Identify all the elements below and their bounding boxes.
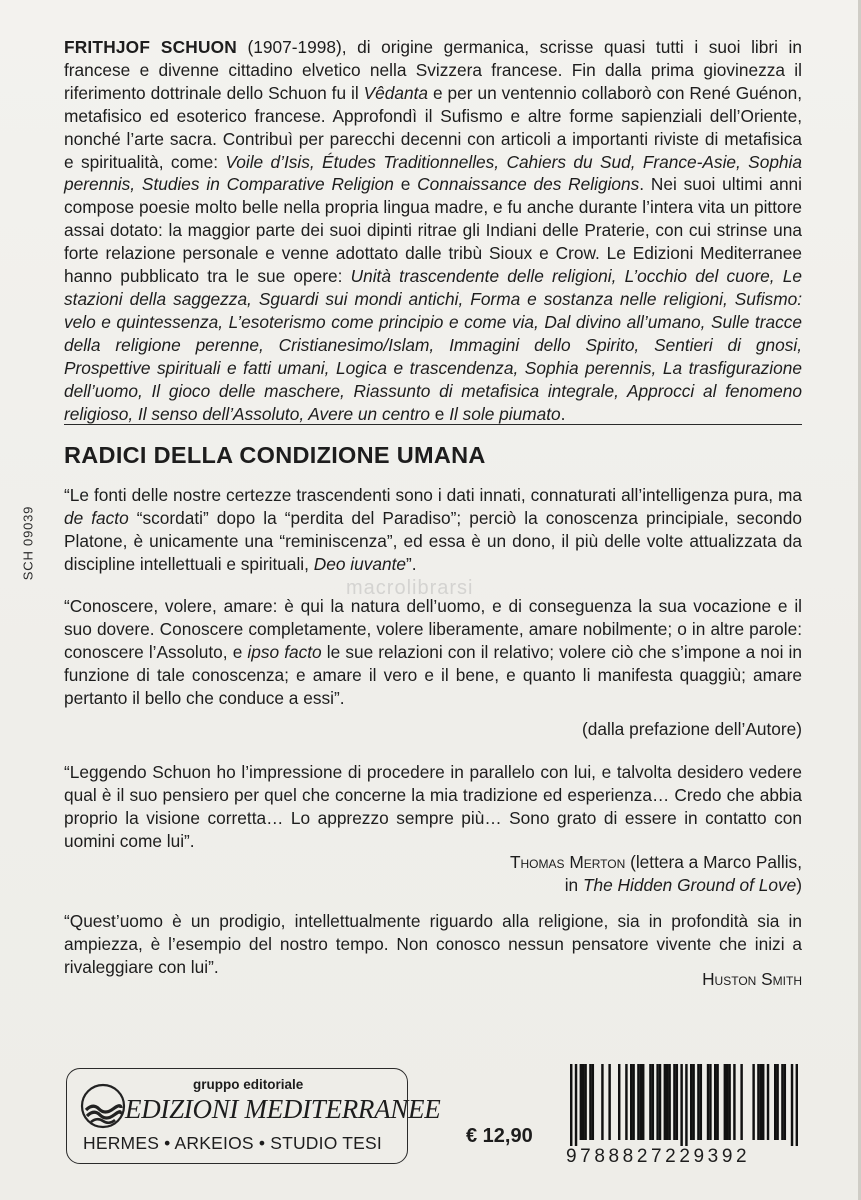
barcode-bar	[592, 1064, 594, 1140]
catalog-code-text: SCH 09039	[20, 505, 36, 581]
price: € 12,90	[466, 1125, 533, 1147]
quote-3-author: Thomas Merton	[509, 852, 626, 872]
barcode-bar	[791, 1064, 793, 1146]
bio-text: e	[393, 174, 418, 195]
barcode-bar	[752, 1064, 754, 1140]
barcode-bar	[589, 1064, 591, 1140]
bio-text: e	[430, 403, 450, 424]
barcode-bar	[618, 1064, 620, 1140]
author-biography	[64, 36, 802, 425]
barcode-bar	[640, 1064, 642, 1140]
barcode-bar	[608, 1064, 610, 1140]
barcode-bar	[716, 1064, 718, 1140]
barcode-bar	[664, 1064, 666, 1140]
quote-text: “scordati” dopo la “perdita del Paradiso”; perciò la conoscenza principiale, secondo Platone, è unicamente una “reminiscenza”, ed essa è un dono, il più delle volte attualizzata da discipline intellettuali e spirituali,	[64, 507, 802, 574]
barcode-bar	[728, 1064, 730, 1140]
quote-3-note: in	[564, 874, 583, 895]
barcode-bar	[781, 1064, 783, 1140]
quote-3-attribution	[510, 851, 802, 897]
quote-1	[64, 484, 802, 576]
catalog-code	[18, 488, 38, 598]
barcode-bar	[726, 1064, 728, 1140]
barcode-bar	[796, 1064, 798, 1146]
barcode-bar	[774, 1064, 776, 1140]
barcode	[570, 1064, 798, 1146]
bio-text: (1907-1998), di origine germanica, scrisse quasi tutti i suoi libri in francese e divenne cittadino elvetico nella Svizzera francese. Fin dalla prima giovinezza il riferimento dottrinale dello Schuon fu il	[64, 37, 802, 103]
bio-italic: Voile d’Isis, Études Traditionnelles, Cahiers du Sud, France-Asie, Sophia perennis, Studies in Comparative Religion	[64, 151, 802, 195]
quote-3-source-title: The Hidden Ground of Love	[582, 874, 797, 895]
author-name: FRITHJOF SCHUON	[64, 37, 237, 57]
watermark: macrolibrarsi	[346, 577, 474, 599]
barcode-bar	[676, 1064, 678, 1140]
book-title-heading: RADICI DELLA CONDIZIONE UMANA	[64, 442, 486, 468]
barcode-bar	[630, 1064, 632, 1140]
publisher-logo-box	[66, 1068, 441, 1164]
quote-2	[64, 595, 802, 710]
barcode-bar	[649, 1064, 651, 1140]
wave-logo-icon	[77, 1083, 129, 1129]
barcode-bar	[697, 1064, 699, 1140]
barcode-bar	[714, 1064, 716, 1140]
barcode-bar	[632, 1064, 634, 1140]
barcode-bar	[668, 1064, 670, 1140]
quote-3: “Leggendo Schuon ho l’impressione di procedere in parallelo con lui, e talvolta desidero vedere qual è il suo pensiero per quel che concerne la mia tradizione ed esperienza… Credo che abbia proprio la visione corretta… Lo apprezzo sempre più… Sono grato di essere in contatto con uomini come lui”.	[64, 762, 802, 851]
barcode-bar	[690, 1064, 692, 1140]
publisher-imprints: HERMES • ARKEIOS • STUDIO TESI	[83, 1133, 382, 1153]
quote-2-attribution: (dalla prefazione dell’Autore)	[582, 719, 802, 739]
barcode-bar	[601, 1064, 603, 1140]
barcode-bar	[709, 1064, 711, 1140]
barcode-bar	[724, 1064, 726, 1140]
barcode-bar	[700, 1064, 702, 1140]
bio-text: e per un ventennio collaborò con René Guénon, metafisico ed esoterico francese. Approfondì il Sufismo e altre forme sapienziali dell’Oriente, nonché l’arte sacra. Contribuì per parecchi decenni con articoli a importanti riviste di metafisica e spiritualità, come:	[64, 82, 802, 172]
barcode-bar	[776, 1064, 778, 1140]
quote-italic: Deo iuvante	[313, 553, 406, 574]
barcode-bar	[656, 1064, 658, 1140]
quote-4-attribution	[702, 968, 802, 991]
bio-italic: Vêdanta	[363, 82, 429, 103]
barcode-bar	[580, 1064, 582, 1140]
quote-italic: de facto	[64, 507, 129, 528]
bio-italic: Connaissance des Religions	[417, 174, 640, 195]
quote-4: “Quest’uomo è un prodigio, intellettualmente riguardo alla religione, sia in profondità sia in ampiezza, è l’esempio del nostro tempo. Non conosco nessun pensatore vivente che inizi a rivaleggiare con lui”.	[64, 911, 802, 977]
barcode-bar	[637, 1064, 639, 1140]
section-divider	[64, 424, 802, 425]
barcode-bar	[652, 1064, 654, 1140]
barcode-bar	[575, 1064, 577, 1146]
barcode-bar	[762, 1064, 764, 1140]
barcode-bar	[659, 1064, 661, 1140]
barcode-bar	[740, 1064, 742, 1140]
quote-3-note: (lettera a Marco Pallis,	[625, 852, 802, 872]
barcode-bar	[707, 1064, 709, 1140]
bio-italic: Il sole piumato	[449, 403, 561, 424]
quote-text: “Conoscere, volere, amare: è qui la natura dell’uomo, e di conseguenza la sua vocazione e il suo dovere. Conoscere completamente, volere liberamente, amare nobilmente; o in altre parole: conoscere l’Assoluto, e	[64, 596, 802, 662]
barcode-bar	[692, 1064, 694, 1140]
quote-text: “Le fonti delle nostre certezze trascendenti sono i dati innati, connaturati all’intelligenza pura, ma	[64, 485, 802, 505]
barcode-bar	[733, 1064, 735, 1140]
barcode-bar	[570, 1064, 572, 1146]
bio-text: .	[560, 403, 566, 424]
barcode-bar	[642, 1064, 644, 1140]
barcode-bar	[767, 1064, 769, 1140]
barcode-bar	[666, 1064, 668, 1140]
barcode-bar	[760, 1064, 762, 1140]
quote-italic: ipso facto	[247, 641, 322, 662]
barcode-bar	[680, 1064, 682, 1146]
barcode-bar	[582, 1064, 584, 1140]
quote-text: le sue relazioni con il relativo; volere ciò che s’impone a noi in funzione di tale conoscenza; e amare il vero e il bene, e quanto li manifesta quaggiù; amare pertanto il bello che conduce a essi”.	[64, 641, 802, 708]
publisher-group-label: gruppo editoriale	[193, 1077, 304, 1092]
isbn-digits: 9788827229392	[566, 1146, 751, 1167]
quote-4-author: Huston Smith	[702, 969, 802, 989]
barcode-bar	[757, 1064, 759, 1140]
barcode-bar	[685, 1064, 687, 1146]
barcode-bar	[625, 1064, 627, 1140]
quote-3-note: )	[796, 874, 802, 895]
barcode-bar	[784, 1064, 786, 1140]
publisher-name: EDIZIONI MEDITERRANEE	[125, 1094, 441, 1124]
bio-works-list: Unità trascendente delle religioni, L’occhio del cuore, Le stazioni della saggezza, Sguardi sui mondi antichi, Forma e sostanza nelle religioni, Sufismo: velo e quintessenza, L’esoterismo come principio e come via, Dal divino all’umano, Sulle tracce della religione perenne, Cristianesimo/Islam, Immagini dello Spirito, Sentieri di gnosi, Prospettive spirituali e fatti umani, Logica e trascendenza, Sophia perennis, La trasfigurazione dell’uomo, Il gioco delle maschere, Riassunto di metafisica integrale, Approcci al fenomeno religioso, Il senso dell’Assoluto, Avere un centro	[64, 266, 802, 424]
barcode-bar	[673, 1064, 675, 1140]
bio-text: . Nei suoi ultimi anni compose poesie molto belle nella propria lingua madre, e fu anche durante l’intera vita un pittore assai dotato: la maggior parte dei suoi dipinti ritrae gli Indiani delle Praterie, con cui strinse una forte relazione personale e venne adottato dalle tribù Sioux e Crow. Le Edizioni Mediterranee hanno pubblicato tra le sue opere:	[64, 174, 803, 287]
quote-text: ”.	[405, 553, 417, 574]
barcode-bar	[584, 1064, 586, 1140]
